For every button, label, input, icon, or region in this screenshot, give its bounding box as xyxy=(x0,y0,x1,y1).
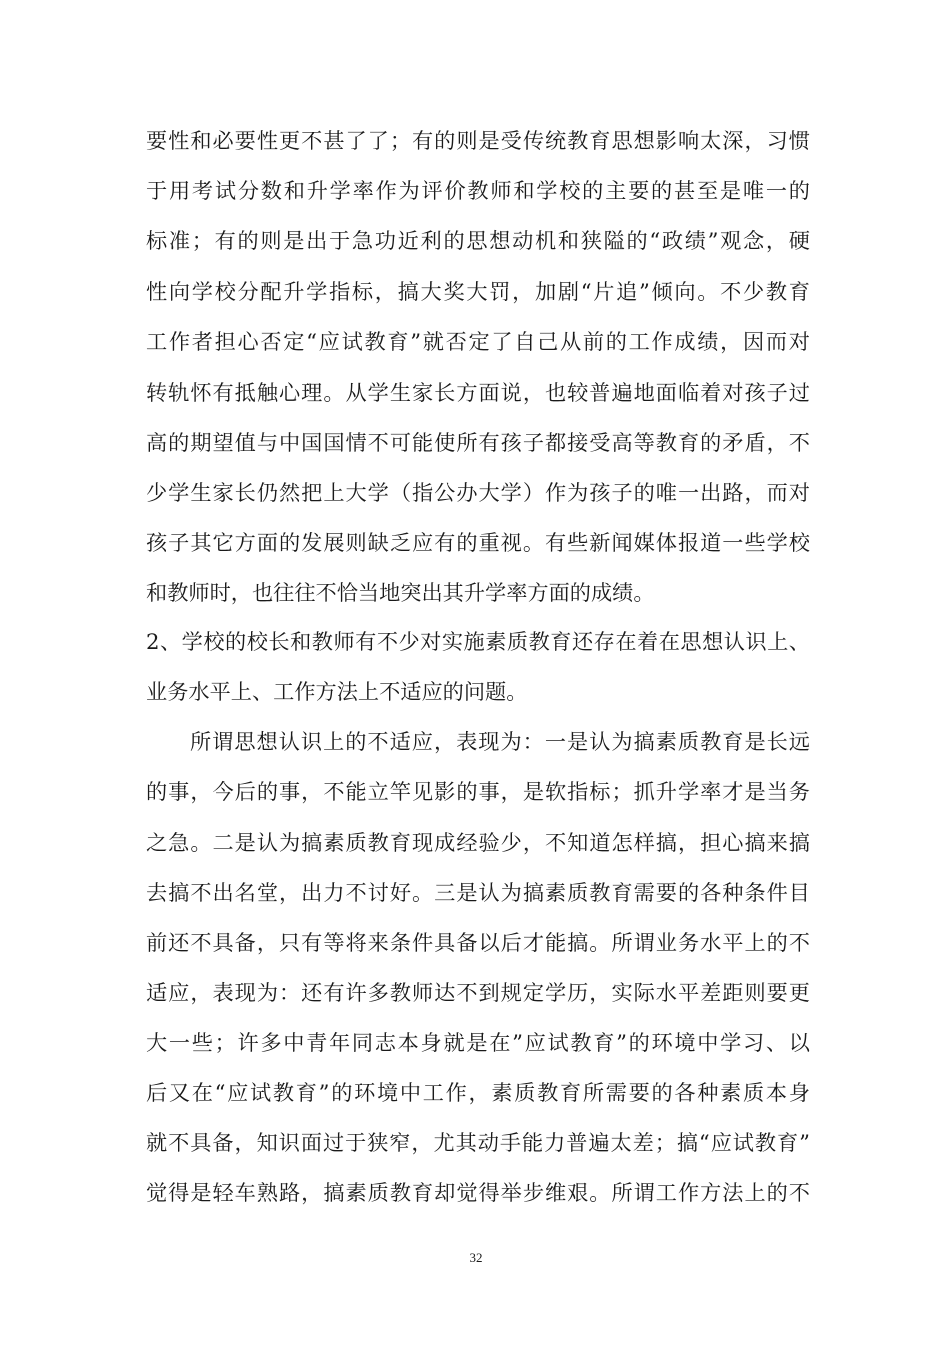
text-line: 少学生家长仍然把上大学（指公办大学）作为孩子的唯一出路，而对 xyxy=(146,480,810,505)
text-line: 工作者担心否定“应试教育”就否定了自己从前的工作成绩，因而对 xyxy=(146,329,810,354)
text-line: 于用考试分数和升学率作为评价教师和学校的主要的甚至是唯一的 xyxy=(146,178,810,203)
text-line: 性向学校分配升学指标，搞大奖大罚，加剧“片追”倾向。不少教育 xyxy=(146,279,810,304)
text-line: 标准；有的则是出于急功近利的思想动机和狭隘的“政绩”观念，硬 xyxy=(146,228,810,253)
section-heading-line: 业务水平上、工作方法上不适应的问题。 xyxy=(146,679,528,704)
text-line: 前还不具备，只有等将来条件具备以后才能搞。所谓业务水平上的不 xyxy=(146,930,810,955)
text-line: 适应，表现为：还有许多教师达不到规定学历，实际水平差距则要更 xyxy=(146,980,810,1005)
text-line: 和教师时，也往往不恰当地突出其升学率方面的成绩。 xyxy=(146,580,655,605)
text-line: 高的期望值与中国国情不可能使所有孩子都接受高等教育的矛盾，不 xyxy=(146,430,810,455)
text-line: 转轨怀有抵触心理。从学生家长方面说，也较普遍地面临着对孩子过 xyxy=(146,380,810,405)
text-line: 觉得是轻车熟路，搞素质教育却觉得举步维艰。所谓工作方法上的不 xyxy=(146,1180,810,1205)
text-line: 去搞不出名堂，出力不讨好。三是认为搞素质教育需要的各种条件目 xyxy=(146,880,810,905)
text-line: 孩子其它方面的发展则缺乏应有的重视。有些新闻媒体报道一些学校 xyxy=(146,530,810,555)
paragraph-first-line: 所谓思想认识上的不适应，表现为：一是认为搞素质教育是长远 xyxy=(190,729,810,754)
text-line: 大一些；许多中青年同志本身就是在”应试教育”的环境中学习、以 xyxy=(146,1030,810,1055)
text-line: 就不具备，知识面过于狭窄，尤其动手能力普遍太差；搞“应试教育” xyxy=(146,1130,810,1155)
text-line: 后又在“应试教育”的环境中工作，素质教育所需要的各种素质本身 xyxy=(146,1080,810,1105)
text-line: 的事，今后的事，不能立竿见影的事，是软指标；抓升学率才是当务 xyxy=(146,779,810,804)
page-number: 32 xyxy=(469,1250,483,1265)
text-line: 要性和必要性更不甚了了；有的则是受传统教育思想影响太深，习惯 xyxy=(146,128,810,153)
text-line: 之急。二是认为搞素质教育现成经验少，不知道怎样搞，担心搞来搞 xyxy=(146,830,810,855)
section-heading-line: 2、学校的校长和教师有不少对实施素质教育还存在着在思想认识上、 xyxy=(146,629,810,654)
